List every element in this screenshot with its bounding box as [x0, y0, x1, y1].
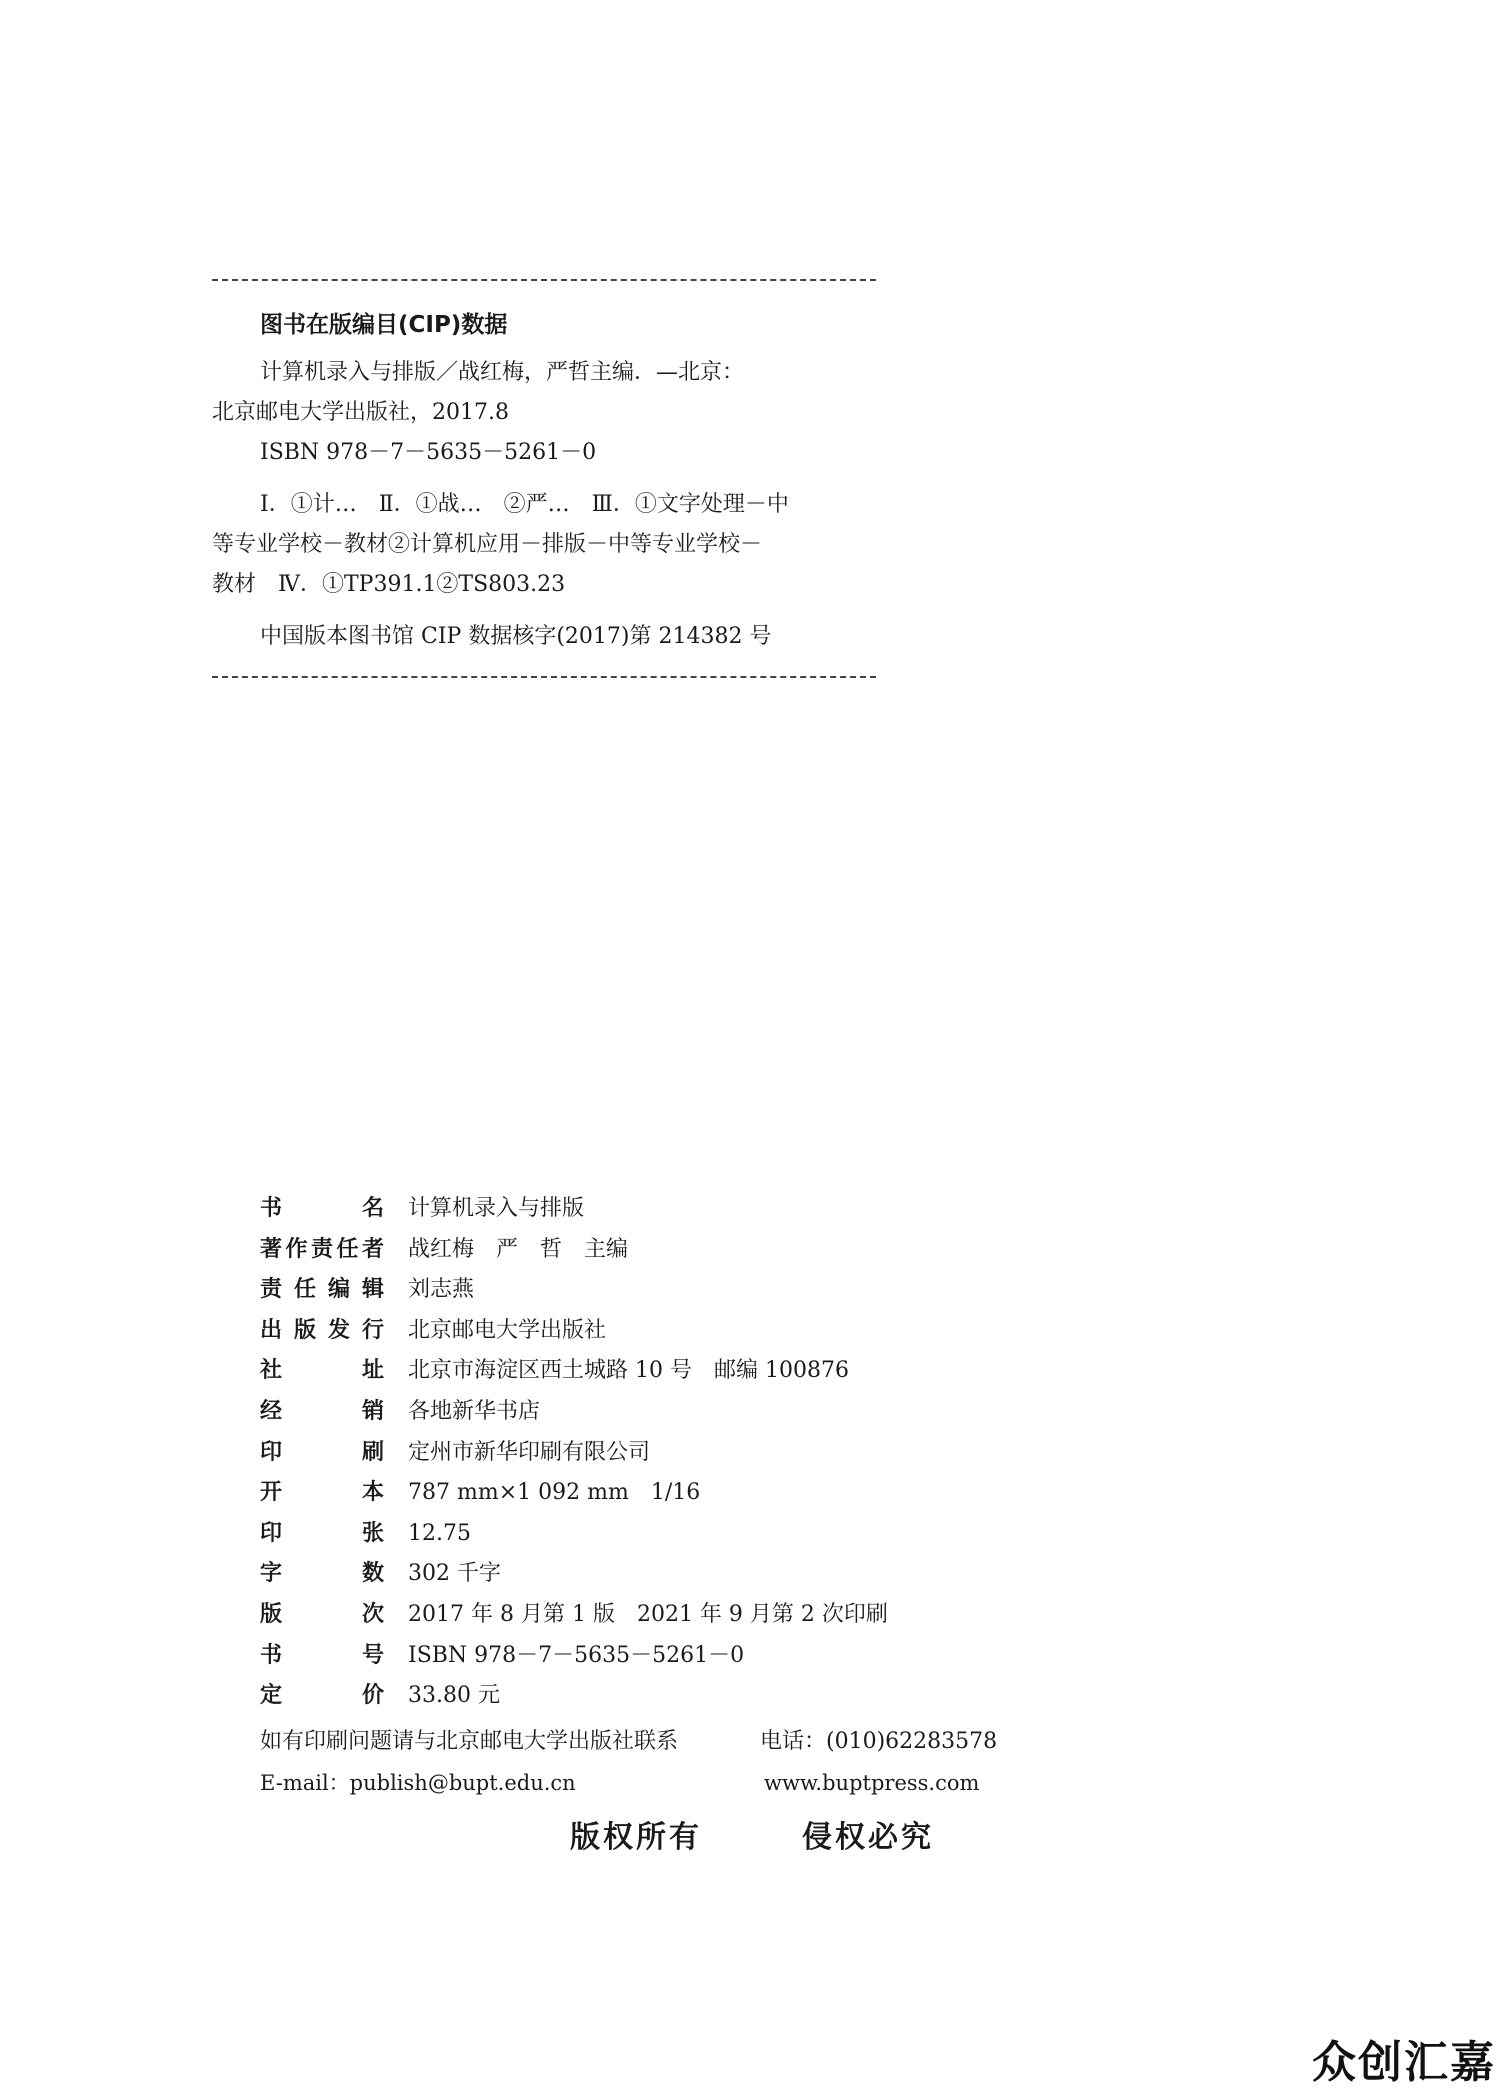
colophon-label: 版次 — [260, 1602, 384, 1627]
colophon-value: 北京邮电大学出版社 — [408, 1317, 607, 1343]
colophon-value: 787 mm×1 092 mm 1/16 — [408, 1480, 701, 1506]
colophon-label: 出版发行 — [260, 1317, 384, 1343]
colophon-value: 各地新华书店 — [408, 1399, 541, 1424]
colophon-label: 印张 — [260, 1520, 384, 1546]
cip-number: 中国版本图书馆 CIP 数据核字(2017)第 214382 号 — [260, 624, 772, 649]
colophon-label: 经销 — [260, 1399, 384, 1424]
cip-isbn: ISBN 978－7－5635－5261－0 — [260, 440, 597, 465]
colophon-value: 北京市海淀区西土城路 10 号 邮编 100876 — [408, 1358, 849, 1384]
colophon-label: 字数 — [260, 1561, 384, 1587]
colophon-value: ISBN 978－7－5635－5261－0 — [408, 1642, 745, 1668]
colophon-label: 开本 — [260, 1480, 384, 1506]
colophon-value: 12.75 — [408, 1520, 471, 1546]
contact-website: www.buptpress.com — [764, 1771, 980, 1795]
colophon-value: 刘志燕 — [408, 1277, 475, 1303]
cip-bottom-rule — [212, 676, 876, 678]
contact-line: 如有印刷问题请与北京邮电大学出版社联系 — [260, 1729, 679, 1754]
contact-email: E-mail：publish@bupt.edu.cn — [260, 1771, 576, 1795]
cip-line-2: 北京邮电大学出版社，2017.8 — [212, 400, 509, 425]
colophon-value: 33.80 元 — [408, 1683, 500, 1709]
colophon-value: 2017 年 8 月第 1 版 2021 年 9 月第 2 次印刷 — [408, 1602, 888, 1627]
colophon-label: 书号 — [260, 1642, 384, 1668]
cip-heading: 图书在版编目(CIP)数据 — [260, 312, 508, 338]
colophon-value: 计算机录入与排版 — [408, 1196, 585, 1221]
colophon-label: 定价 — [260, 1683, 384, 1709]
cip-classification-1: Ⅰ．①计… Ⅱ．①战… ②严… Ⅲ．①文字处理－中 — [260, 492, 789, 517]
cip-classification-3: 教材 Ⅳ．①TP391.1②TS803.23 — [212, 572, 566, 597]
watermark-logo: 众创汇嘉 — [1312, 2037, 1496, 2088]
infringement-notice: 侵权必究 — [802, 1820, 934, 1855]
colophon-label: 书名 — [260, 1196, 384, 1221]
contact-phone: 电话：(010)62283578 — [760, 1729, 998, 1754]
colophon-value: 302 千字 — [408, 1561, 501, 1587]
cip-classification-2: 等专业学校－教材②计算机应用－排版－中等专业学校－ — [212, 532, 763, 557]
copyright-notice: 版权所有 — [570, 1820, 702, 1855]
cip-top-rule — [212, 279, 876, 281]
colophon-label: 社址 — [260, 1358, 384, 1384]
colophon-value: 定州市新华印刷有限公司 — [408, 1439, 651, 1465]
colophon-label: 著作责任者 — [260, 1236, 384, 1262]
colophon-label: 印刷 — [260, 1439, 384, 1465]
colophon-label: 责任编辑 — [260, 1277, 384, 1303]
cip-line-1: 计算机录入与排版／战红梅，严哲主编．—北京： — [260, 360, 745, 385]
colophon-value: 战红梅 严 哲 主编 — [408, 1236, 629, 1262]
